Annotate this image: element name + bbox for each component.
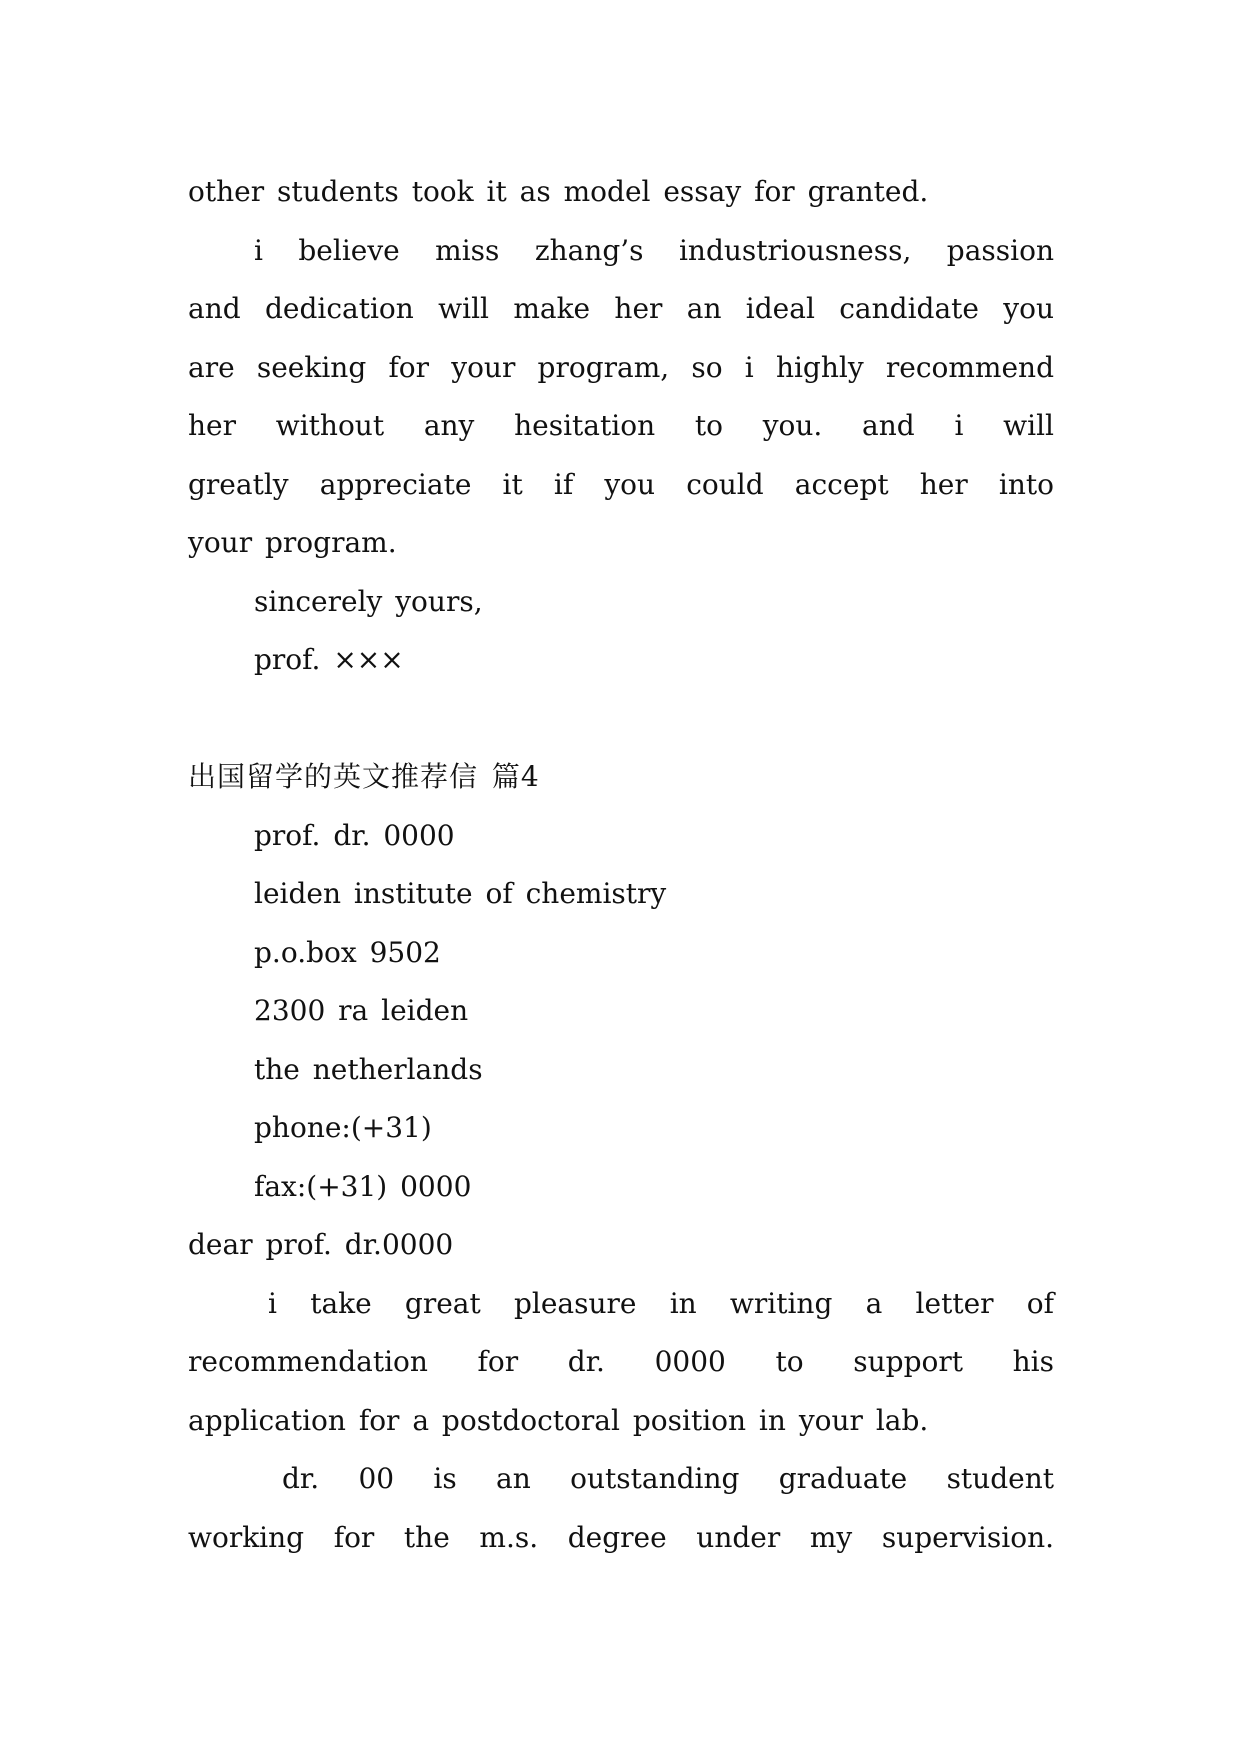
blank-line (188, 690, 1054, 749)
address-line: p.o.box 9502 (254, 935, 441, 969)
text-line: are seeking for your program, so i highly recommend (188, 350, 1054, 384)
text-line: i believe miss zhang’s industriousness, passion (254, 233, 1054, 267)
address-line: the netherlands (254, 1052, 483, 1086)
letter-paragraph (188, 1275, 1054, 1451)
text-line: other students took it as model essay for granted. (188, 175, 929, 208)
closing-line: sincerely yours, (254, 584, 483, 618)
text-line: greatly appreciate it if you could accept her into (188, 467, 1054, 501)
address-line: 2300 ra leiden (254, 994, 469, 1027)
text-line: working for the m.s. degree under my supervision. (188, 1520, 1054, 1554)
text-line: dr. 00 is an outstanding graduate student (282, 1462, 1054, 1495)
recommendation-paragraph (188, 222, 1054, 573)
address-block (188, 807, 1054, 1217)
text-line: and dedication will make her an ideal candidate you (188, 292, 1054, 325)
text-line: her without any hesitation to you. and i will (188, 409, 1054, 442)
text-line: application for a postdoctoral position in your lab. (188, 1403, 929, 1437)
salutation-line: dear prof. dr.0000 (188, 1228, 454, 1261)
text-line: i take great pleasure in writing a letter of (268, 1286, 1054, 1320)
signature-line: prof. ××× (254, 643, 404, 676)
text-line: your program. (188, 526, 397, 559)
address-line: phone:(+31) (254, 1111, 432, 1144)
text-line: recommendation for dr. 0000 to support his (188, 1345, 1054, 1378)
document-page (188, 163, 1054, 1567)
address-line: fax:(+31) 0000 (254, 1169, 472, 1203)
section-heading: 出国留学的英文推荐信 篇4 (188, 760, 540, 793)
letter-paragraph (188, 1450, 1054, 1567)
address-line: prof. dr. 0000 (254, 818, 455, 852)
address-line: leiden institute of chemistry (254, 877, 667, 910)
